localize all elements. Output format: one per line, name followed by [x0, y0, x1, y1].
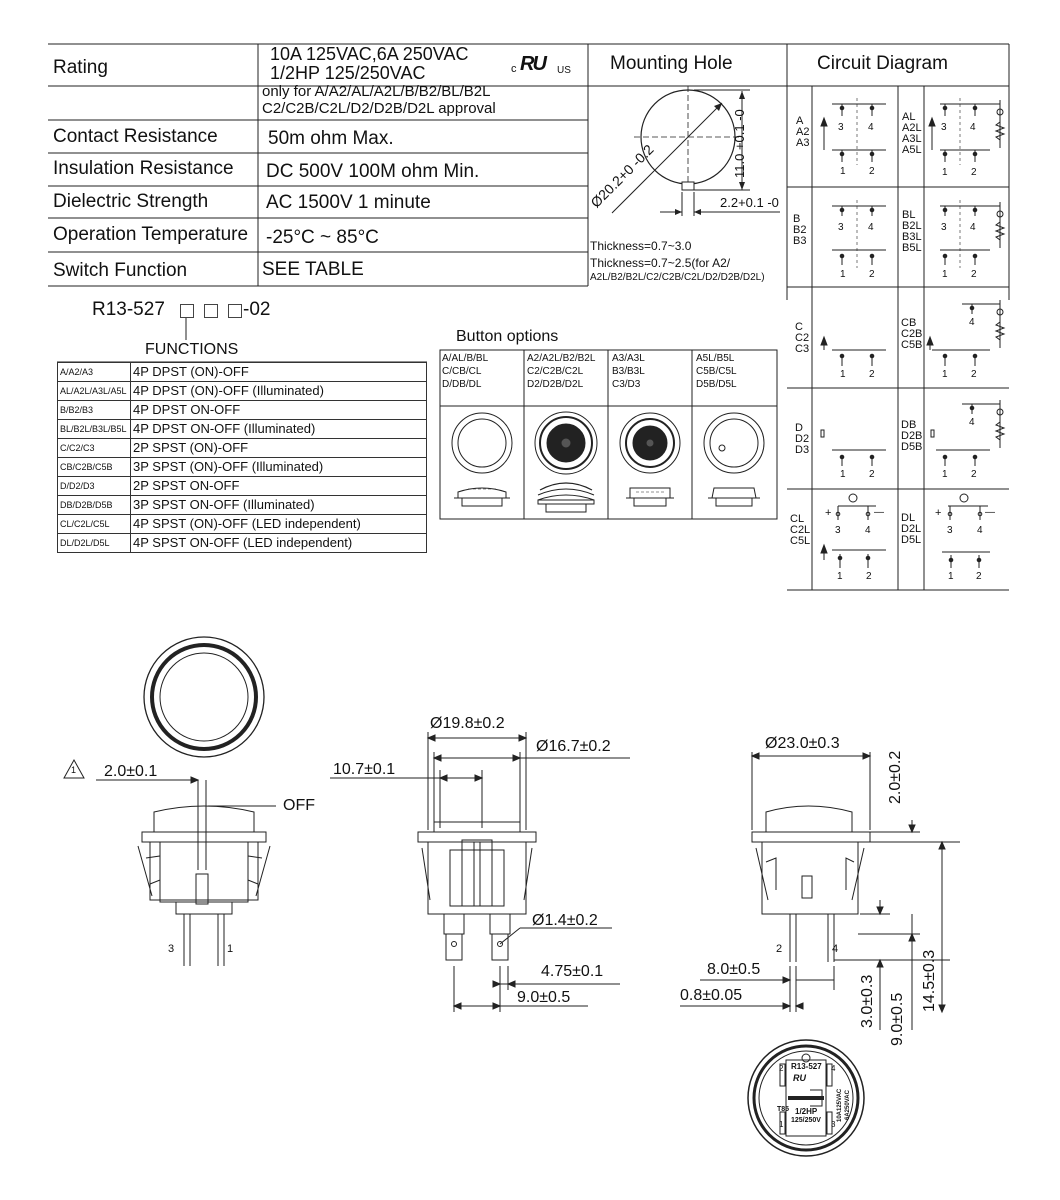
al-pin2: 2: [971, 167, 977, 178]
dim-bezel-dia: Ø23.0±0.3: [765, 735, 840, 752]
circuit-label-a: A A2 A3: [796, 115, 810, 149]
table-row: DL/D2L/D5L 4P SPST ON-OFF (LED independent): [58, 534, 427, 553]
table-row: CB/C2B/C5B 3P SPST (ON)-OFF (Illuminated): [58, 458, 427, 477]
btn-col4-l3: D5B/D5L: [696, 379, 737, 390]
table-row: AL/A2L/A3L/A5L 4P DPST (ON)-OFF (Illuminated): [58, 382, 427, 401]
back-ul-logo-icon: RU: [793, 1073, 806, 1083]
mounting-height-label: 11.0 +0.1 -0: [732, 109, 747, 178]
dim-9-0-b: 9.0±0.5: [889, 992, 906, 1046]
db-pin2: 2: [971, 469, 977, 480]
al-pin1: 1: [942, 167, 948, 178]
table-row: DB/D2B/D5B 3P SPST ON-OFF (Illuminated): [58, 496, 427, 515]
btn-col3-l1: A3/A3L: [612, 353, 645, 364]
back-rating1: 10A125VAC: [837, 1088, 843, 1122]
rating-note-2: C2/C2B/C2L/D2/D2B/D2L approval: [262, 100, 496, 117]
c-pin2: 2: [869, 369, 875, 380]
ul-logo-icon: RU: [520, 53, 545, 75]
dim-stroke: 2.0±0.1: [104, 763, 158, 780]
cert-c: c: [511, 63, 517, 75]
front-pin1: 1: [227, 943, 234, 955]
switch-function-label: Switch Function: [53, 260, 188, 281]
insulation-resistance-value: DC 500V 100M ohm Min.: [266, 161, 480, 182]
back-hp2: 125/250V: [791, 1117, 821, 1124]
side-pin4: 4: [832, 943, 839, 955]
dim-0-8: 0.8±0.05: [680, 987, 743, 1004]
front-pin3: 3: [168, 943, 175, 955]
button-options-title: Button options: [456, 328, 559, 345]
a-pin1: 1: [840, 166, 846, 177]
b-pin1: 1: [840, 269, 846, 280]
circuit-label-c: C C2 C3: [795, 321, 810, 355]
table-row: BL/B2L/B3L/B5L 4P DPST ON-OFF (Illuminated): [58, 420, 427, 439]
circuit-label-cl: CL C2L C5L: [790, 513, 811, 547]
back-t85: T85: [777, 1106, 790, 1113]
b-pin2: 2: [869, 269, 875, 280]
back-model: R13-527: [791, 1062, 822, 1071]
back-n3: 3: [831, 1120, 836, 1129]
dim-2-0: 2.0±0.2: [887, 750, 904, 804]
c-pin1: 1: [840, 369, 846, 380]
circuit-label-cb: CB C2B C5B: [901, 317, 923, 351]
btn-col3-l3: C3/D3: [612, 379, 641, 390]
circuit-label-bl: BL B2L B3L B5L: [902, 209, 922, 254]
circuit-label-dl: DL D2L D5L: [901, 512, 922, 546]
operation-temperature-value: -25°C ~ 85°C: [266, 227, 379, 248]
circuit-label-db: DB D2B D5B: [901, 419, 923, 453]
cl-pin3: 3: [835, 525, 841, 536]
db-pin1: 1: [942, 469, 948, 480]
b-pin3: 3: [838, 222, 844, 233]
cert-us: US: [557, 65, 571, 76]
dim-8-0: 8.0±0.5: [707, 961, 761, 978]
d-pin1: 1: [840, 469, 846, 480]
switch-function-value: SEE TABLE: [262, 259, 364, 280]
table-row: B/B2/B3 4P DPST ON-OFF: [58, 401, 427, 420]
circuit-label-b: B B2 B3: [793, 213, 807, 247]
btn-col2-l3: D2/D2B/D2L: [527, 379, 584, 390]
thickness-2: Thickness=0.7~2.5(for A2/: [590, 256, 731, 270]
table-row: A/A2/A3 4P DPST (ON)-OFF: [58, 363, 427, 382]
part-suffix: -02: [243, 299, 271, 320]
back-n4: 4: [831, 1064, 836, 1073]
cl-pin4: 4: [865, 525, 871, 536]
circuit-label-d: D D2 D3: [795, 422, 810, 456]
bl-pin4: 4: [970, 222, 976, 233]
dielectric-strength-label: Dielectric Strength: [53, 191, 209, 212]
dim-3-0: 3.0±0.3: [859, 974, 876, 1028]
dl-plus: +: [935, 507, 942, 519]
bl-pin1: 1: [942, 269, 948, 280]
dim-4-75: 4.75±0.1: [541, 963, 604, 980]
rating-value-1: 10A 125VAC,6A 250VAC: [270, 44, 469, 64]
b-pin4: 4: [868, 222, 874, 233]
mounting-hole-title: Mounting Hole: [610, 53, 733, 74]
dl-pin3: 3: [947, 525, 953, 536]
thickness-1: Thickness=0.7~3.0: [590, 239, 692, 253]
dl-pin2: 2: [976, 571, 982, 582]
dl-pin1: 1: [948, 571, 954, 582]
side-pin2: 2: [776, 943, 783, 955]
dielectric-strength-value: AC 1500V 1 minute: [266, 192, 431, 213]
btn-col4-l1: A5L/B5L: [696, 353, 735, 364]
bl-pin3: 3: [941, 222, 947, 233]
dim-outer-dia: Ø19.8±0.2: [430, 715, 505, 732]
dl-minus: —: [985, 507, 995, 518]
mounting-width-label: 2.2+0.1 -0: [720, 195, 779, 210]
rating-note-1: only for A/A2/AL/A2L/B/B2/BL/B2L: [262, 83, 491, 100]
dim-9-0: 9.0±0.5: [517, 989, 571, 1006]
contact-resistance-label: Contact Resistance: [53, 126, 218, 147]
dim-inner-dia: Ø16.7±0.2: [536, 738, 611, 755]
dim-10-7: 10.7±0.1: [333, 761, 396, 778]
insulation-resistance-label: Insulation Resistance: [53, 158, 234, 179]
rating-label: Rating: [53, 57, 108, 78]
operation-temperature-label: Operation Temperature: [53, 224, 249, 245]
off-label: OFF: [283, 797, 315, 814]
cl-plus: +: [825, 507, 832, 519]
side-view-off: [96, 777, 276, 966]
a-pin3: 3: [838, 122, 844, 133]
cl-minus: —: [874, 507, 884, 518]
circuit-label-al: AL A2L A3L A5L: [902, 111, 922, 156]
cl-pin1: 1: [837, 571, 843, 582]
back-n2: 2: [779, 1064, 784, 1073]
mounting-dia-label: Ø20.2+0 -0.2: [587, 141, 657, 211]
btn-col4-l2: C5B/C5L: [696, 366, 737, 377]
dl-pin4: 4: [977, 525, 983, 536]
thickness-3: A2L/B2/B2L/C2/C2B/C2L/D2/D2B/D2L): [590, 272, 765, 283]
a-pin2: 2: [869, 166, 875, 177]
al-pin3: 3: [941, 122, 947, 133]
btn-col3-l2: B3/B3L: [612, 366, 645, 377]
contact-resistance-value: 50m ohm Max.: [268, 128, 394, 149]
btn-col2-l2: C2/C2B/C2L: [527, 366, 584, 377]
btn-col2-l1: A2/A2L/B2/B2L: [527, 353, 596, 364]
al-pin4: 4: [970, 122, 976, 133]
bl-pin2: 2: [971, 269, 977, 280]
a-pin4: 4: [868, 122, 874, 133]
functions-heading: FUNCTIONS: [145, 341, 239, 358]
rating-value-2: 1/2HP 125/250VAC: [270, 63, 426, 83]
back-rating2: 6A250VAC: [845, 1090, 851, 1120]
front-view: [144, 637, 264, 757]
table-row: CL/C2L/C5L 4P SPST (ON)-OFF (LED independent): [58, 515, 427, 534]
cl-pin2: 2: [866, 571, 872, 582]
cb-pin1: 1: [942, 369, 948, 380]
warning-number: 1: [71, 765, 77, 775]
btn-col1-l3: D/DB/DL: [442, 379, 482, 390]
back-n1: 1: [779, 1120, 784, 1129]
dim-14-5: 14.5±0.3: [921, 949, 938, 1012]
dim-hole: Ø1.4±0.2: [532, 912, 598, 929]
d-pin2: 2: [869, 469, 875, 480]
btn-col1-l1: A/AL/B/BL: [442, 353, 489, 364]
circuit-diagram-title: Circuit Diagram: [817, 53, 948, 74]
db-pin4: 4: [969, 417, 975, 428]
back-hp1: 1/2HP: [795, 1107, 818, 1116]
cb-pin4: 4: [969, 317, 975, 328]
cb-pin2: 2: [971, 369, 977, 380]
table-row: C/C2/C3 2P SPST (ON)-OFF: [58, 439, 427, 458]
btn-col1-l2: C/CB/CL: [442, 366, 482, 377]
part-prefix: R13-527: [92, 299, 165, 320]
table-row: D/D2/D3 2P SPST ON-OFF: [58, 477, 427, 496]
